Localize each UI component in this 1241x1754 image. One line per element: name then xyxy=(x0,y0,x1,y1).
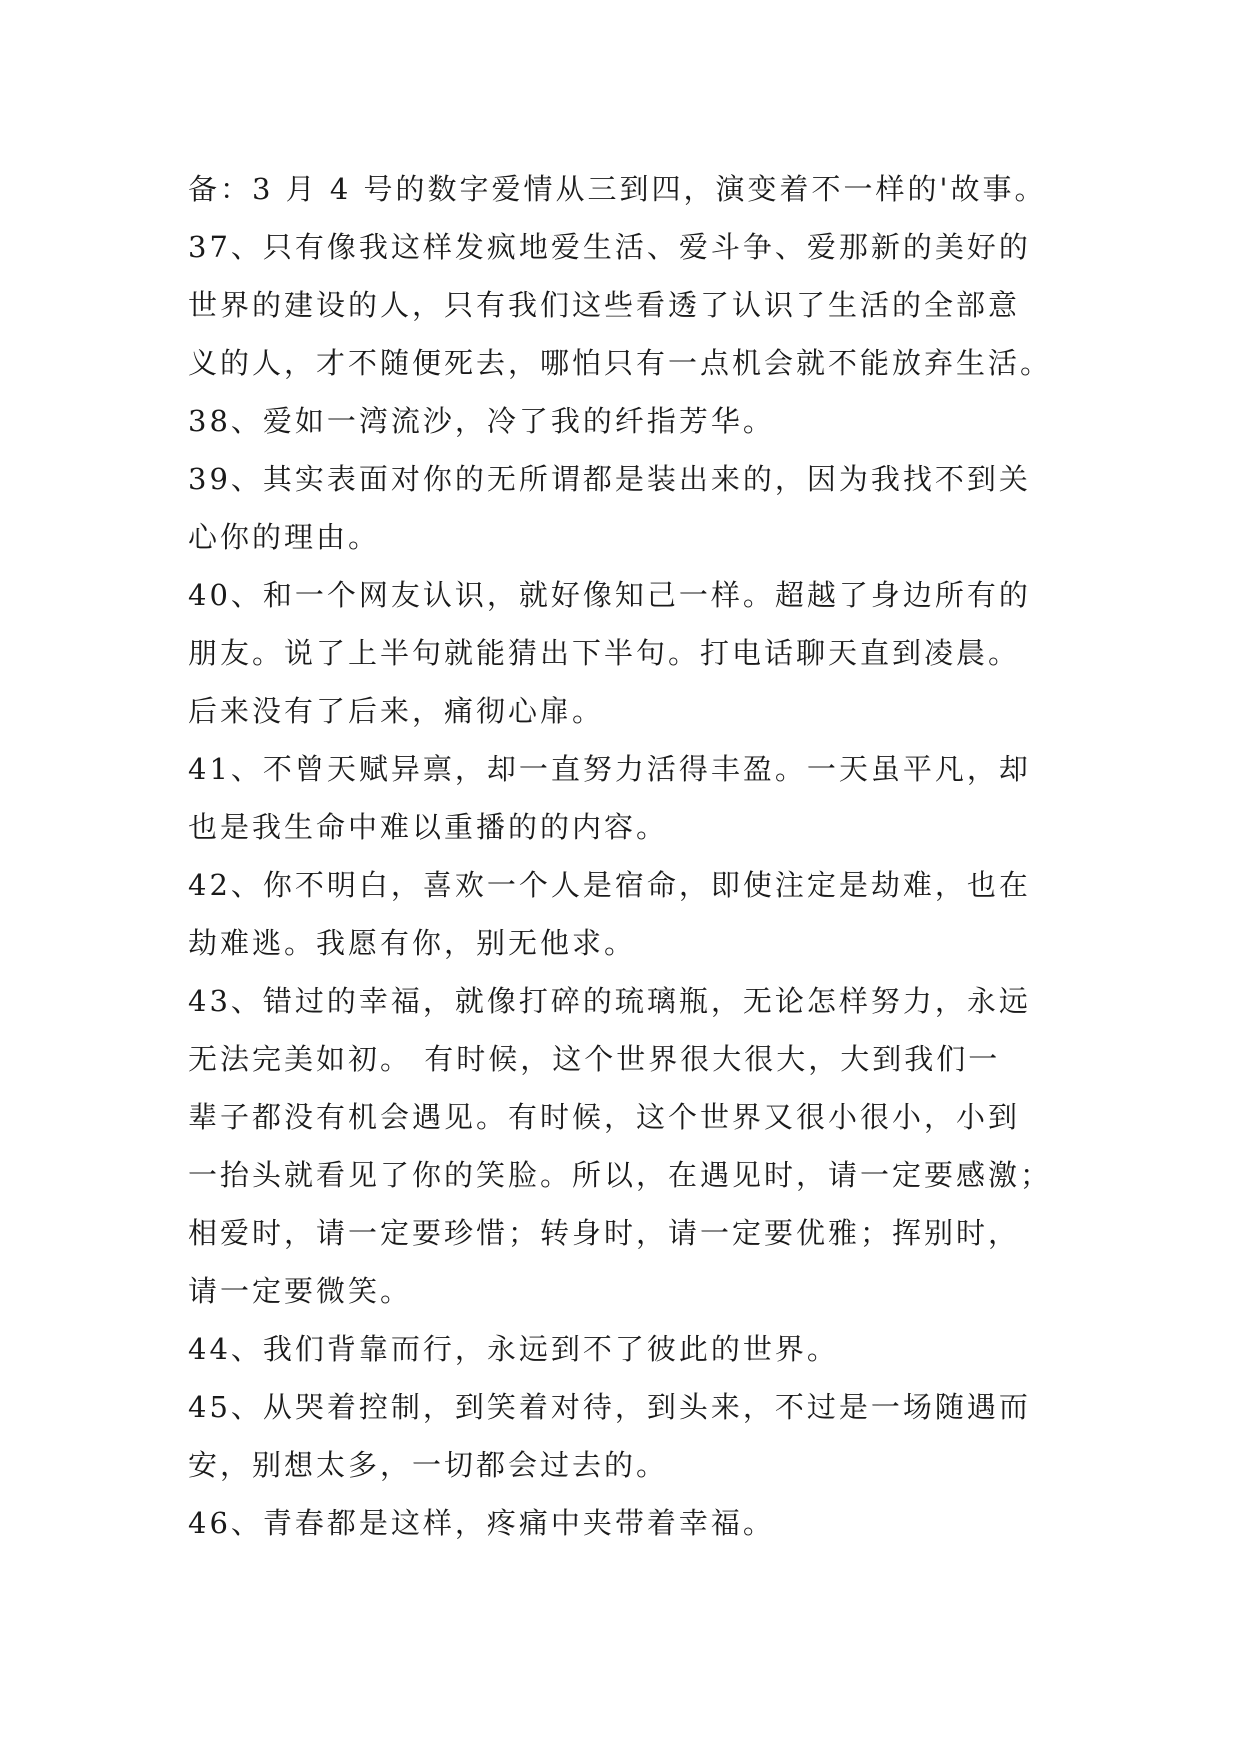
text-line: 45、从哭着控制，到笑着对待，到头来，不过是一场随遇而 xyxy=(188,1390,1031,1424)
text-line: 也是我生命中难以重播的的内容。 xyxy=(188,810,669,844)
text-line: 39、其实表面对你的无所谓都是装出来的，因为我找不到关 xyxy=(188,462,1031,496)
text-line: 备：3 月 4 号的数字爱情从三到四，演变着不一样的'故事。 xyxy=(188,172,1047,206)
text-line: 一抬头就看见了你的笑脸。所以，在遇见时，请一定要感激； xyxy=(188,1158,1053,1192)
text-line: 世界的建设的人，只有我们这些看透了认识了生活的全部意 xyxy=(188,288,1021,322)
text-line: 40、和一个网友认识，就好像知己一样。超越了身边所有的 xyxy=(188,578,1031,612)
text-line: 46、青春都是这样，疼痛中夹带着幸福。 xyxy=(188,1506,775,1540)
text-line: 心你的理由。 xyxy=(188,520,381,554)
text-line: 安，别想太多，一切都会过去的。 xyxy=(188,1448,669,1482)
text-line: 后来没有了后来，痛彻心扉。 xyxy=(188,694,605,728)
text-line: 43、错过的幸福，就像打碎的琉璃瓶，无论怎样努力，永远 xyxy=(188,984,1031,1018)
text-line: 朋友。说了上半句就能猜出下半句。打电话聊天直到凌晨。 xyxy=(188,636,1021,670)
text-line: 义的人，才不随便死去，哪怕只有一点机会就不能放弃生活。 xyxy=(188,346,1053,380)
text-line: 42、你不明白，喜欢一个人是宿命，即使注定是劫难，也在 xyxy=(188,868,1031,902)
text-line: 37、只有像我这样发疯地爱生活、爱斗争、爱那新的美好的 xyxy=(188,230,1031,264)
text-line: 44、我们背靠而行，永远到不了彼此的世界。 xyxy=(188,1332,839,1366)
text-line: 请一定要微笑。 xyxy=(188,1274,413,1308)
text-line: 38、爱如一湾流沙，冷了我的纤指芳华。 xyxy=(188,404,775,438)
document-body xyxy=(188,160,1088,1552)
text-line: 相爱时，请一定要珍惜；转身时，请一定要优雅；挥别时， xyxy=(188,1216,1021,1250)
text-line: 辈子都没有机会遇见。有时候，这个世界又很小很小，小到 xyxy=(188,1100,1021,1134)
text-line: 劫难逃。我愿有你，别无他求。 xyxy=(188,926,637,960)
text-line: 无法完美如初。 有时候，这个世界很大很大，大到我们一 xyxy=(188,1042,1001,1076)
text-line: 41、不曾天赋异禀，却一直努力活得丰盈。一天虽平凡，却 xyxy=(188,752,1031,786)
